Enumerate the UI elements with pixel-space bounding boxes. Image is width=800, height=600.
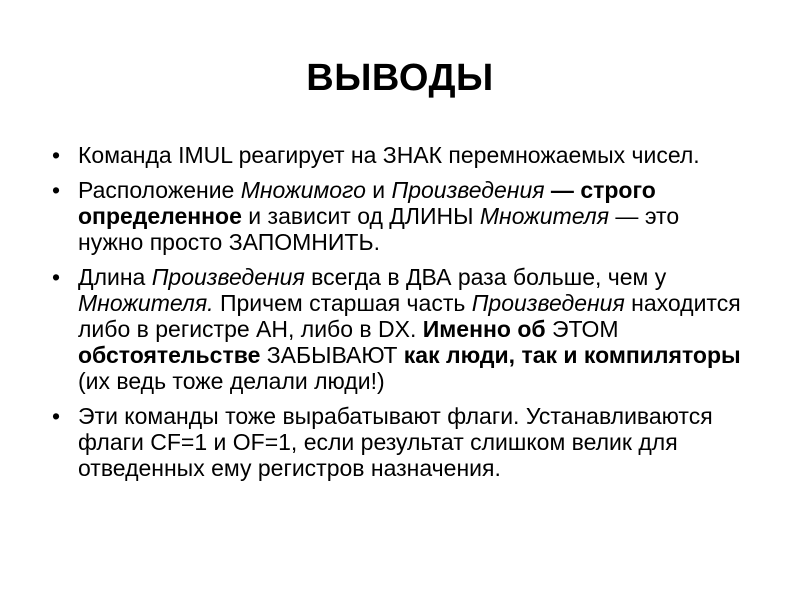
slide-title: ВЫВОДЫ: [306, 57, 494, 99]
bullet-text: ЗАБЫВАЮТ: [260, 342, 404, 368]
bullet-text: Эти команды тоже вырабатывают флаги. Устанавливаются флаги CF=1 и OF=1, если результат слишком велик для отведенных ему регистров назначения.: [78, 403, 713, 481]
bullet-text: ЭТОМ: [545, 316, 619, 342]
bullet-text: находится либо в регистре АН, либо в DX.: [78, 290, 741, 342]
bullet-text-italic: Произведения: [471, 290, 625, 316]
bullet-text: и: [365, 177, 392, 203]
bullet-text-italic: Произведения: [151, 264, 305, 290]
bullet-text-italic: Произведения: [391, 177, 545, 203]
bullet-text-italic: Множителя.: [78, 290, 214, 316]
bullet-text: Причем старшая часть: [213, 290, 472, 316]
bullet-text-bold: Именно об: [422, 316, 546, 342]
bullet-item-2: [46, 177, 746, 255]
bullet-text: (их ведь тоже делали люди!): [78, 368, 385, 394]
bullet-text: и зависит од ДЛИНЫ: [241, 203, 480, 229]
bullet-list: [46, 142, 746, 490]
bullet-dot-icon: •: [52, 177, 61, 203]
bullet-item-4: [46, 403, 746, 481]
bullet-dot-icon: •: [52, 403, 61, 429]
bullet-text-italic: Множимого: [240, 177, 366, 203]
bullet-text: Длина: [78, 264, 152, 290]
bullet-text: Команда IMUL реагирует на ЗНАК перемножаемых чисел.: [78, 142, 700, 168]
bullet-dot-icon: •: [52, 264, 61, 290]
bullet-text-italic: Множителя: [479, 203, 610, 229]
bullet-item-3: [46, 264, 746, 394]
bullet-text: всегда в ДВА раза больше, чем у: [304, 264, 667, 290]
bullet-text-bold: обстоятельстве: [78, 342, 261, 368]
bullet-text-bold: как люди, так и компиляторы: [403, 342, 741, 368]
bullet-text-bold: — строго определенное: [78, 177, 656, 229]
bullet-dot-icon: •: [52, 142, 61, 168]
bullet-text: — это нужно просто ЗАПОМНИТЬ.: [78, 203, 680, 255]
bullet-text: Расположение: [78, 177, 241, 203]
bullet-item-1: [46, 142, 746, 168]
